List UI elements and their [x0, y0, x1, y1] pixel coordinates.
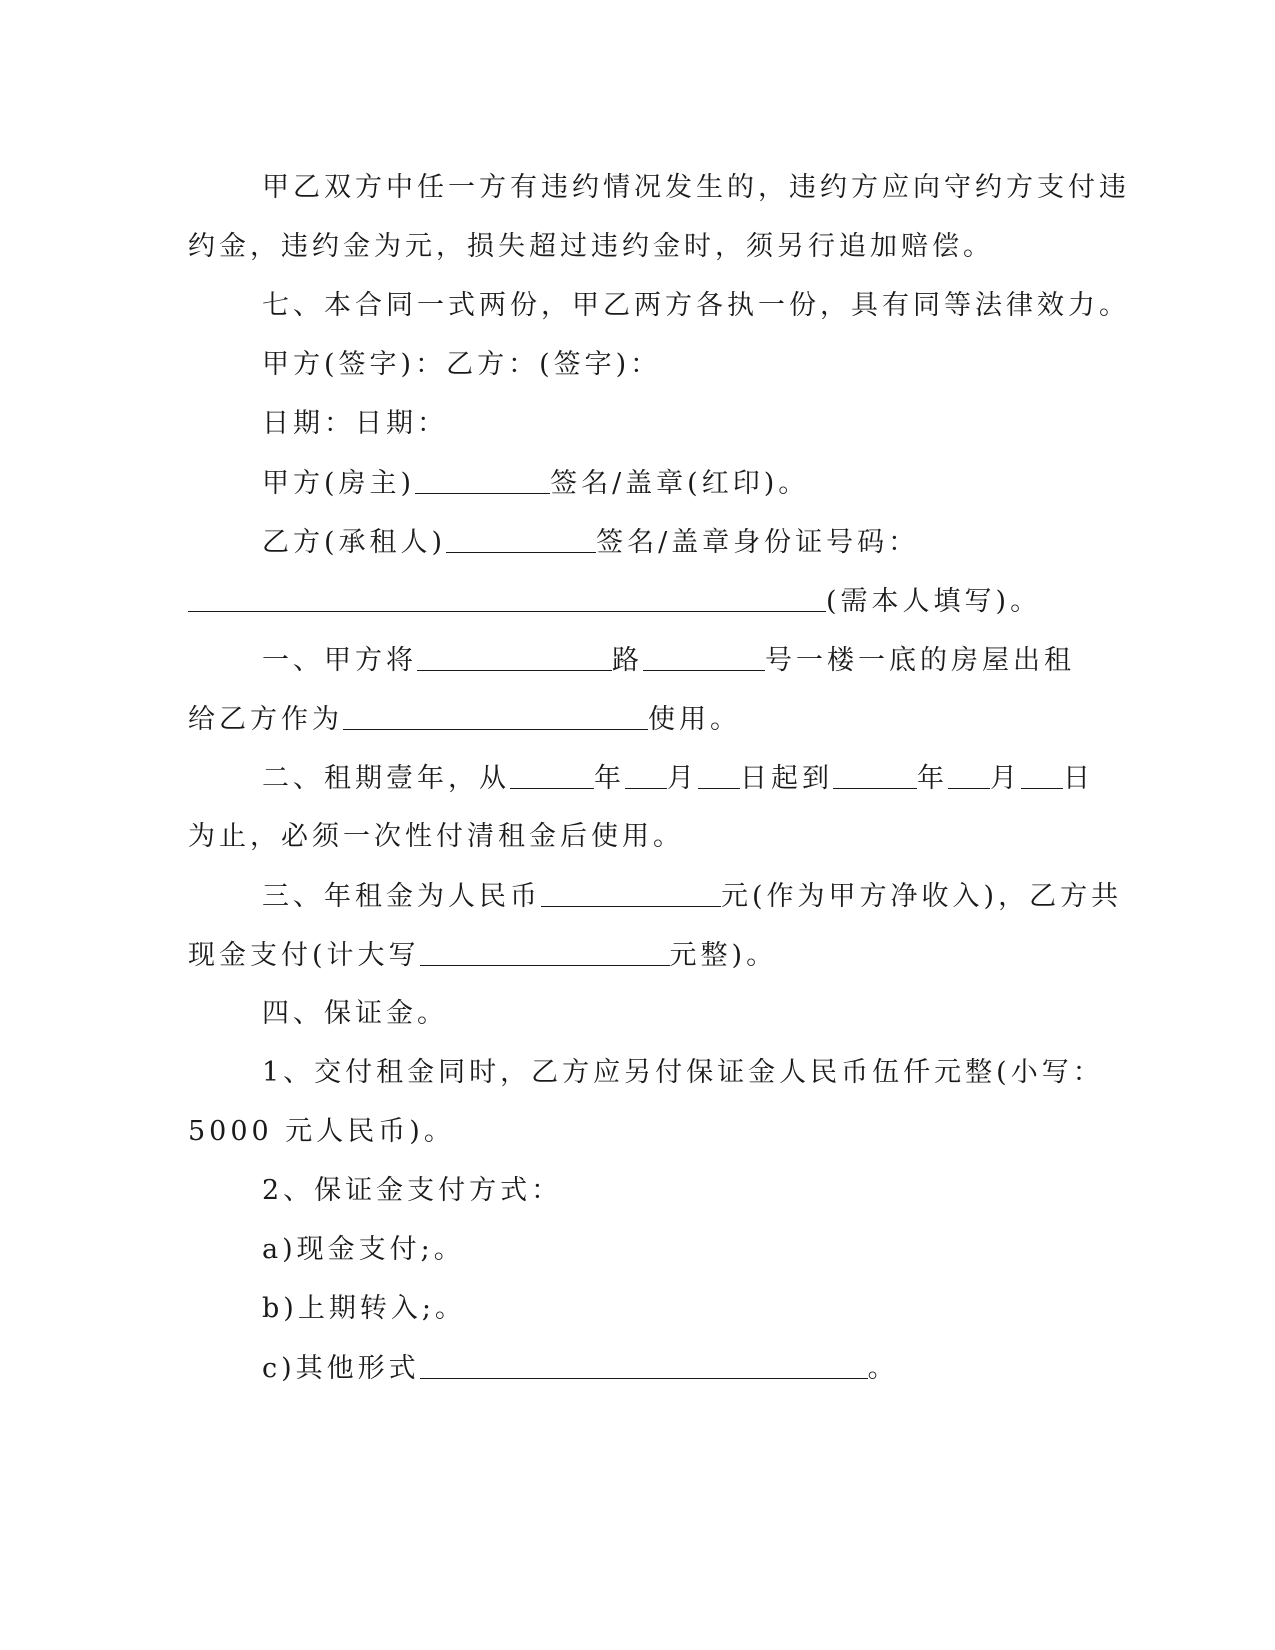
tenant-blank[interactable]: [446, 522, 596, 553]
clause-three-line1: [262, 876, 1122, 916]
date-line: 日期：日期：: [262, 408, 448, 439]
clause-one-text-d: 给乙方作为: [188, 704, 343, 735]
deposit-item-1-line1: 1、交付租金同时，乙方应另付保证金人民币伍仟元整(小写：: [262, 1057, 1104, 1088]
month-label-1: 月: [667, 763, 698, 794]
payment-option-c: [262, 1348, 899, 1388]
clause-three-text-b: 元(作为甲方净收入)，乙方共: [721, 881, 1123, 912]
clause-two-text-a: 二、租期壹年，从: [262, 763, 510, 794]
other-form-blank[interactable]: [420, 1348, 868, 1379]
signature-line: 甲方(签字)：乙方：(签字)：: [262, 349, 662, 380]
year-label-2: 年: [917, 763, 948, 794]
tenant-label: 乙方(承租人): [262, 527, 447, 558]
paragraph-breach-line1: 甲乙双方中任一方有违约情况发生的，违约方应向守约方支付违: [262, 172, 1130, 203]
clause-one-text-a: 一、甲方将: [262, 645, 417, 676]
rent-capital-blank[interactable]: [420, 935, 670, 966]
start-day-blank[interactable]: [698, 758, 740, 789]
clause-two-line2: 为止，必须一次性付清租金后使用。: [188, 821, 684, 852]
clause-one-line1: [262, 640, 1075, 680]
end-year-blank[interactable]: [833, 758, 917, 789]
house-number-blank[interactable]: [643, 640, 765, 671]
payment-option-c-label: c)其他形式: [262, 1353, 420, 1384]
paragraph-breach-line2: 约金，违约金为元，损失超过违约金时，须另行追加赔偿。: [188, 231, 994, 262]
start-month-blank[interactable]: [625, 758, 667, 789]
month-label-2: 月: [990, 763, 1021, 794]
landlord-sign-text: 签名/盖章(红印)。: [550, 468, 810, 499]
end-month-blank[interactable]: [948, 758, 990, 789]
deposit-item-2: 2、保证金支付方式：: [262, 1175, 563, 1206]
day-label-end: 日: [1063, 763, 1094, 794]
clause-one-line2: [188, 699, 741, 739]
rent-amount-blank[interactable]: [541, 876, 721, 907]
clause-one-text-e: 使用。: [648, 704, 741, 735]
clause-one-text-b: 路: [612, 645, 643, 676]
clause-two-line1: [262, 758, 1094, 798]
id-number-note: (需本人填写)。: [826, 586, 1042, 617]
payment-option-a: a)现金支付;。: [262, 1234, 465, 1265]
tenant-sign-text: 签名/盖章身份证号码：: [596, 527, 920, 558]
end-day-blank[interactable]: [1021, 758, 1063, 789]
id-number-line: [188, 581, 1041, 621]
payment-option-b: b)上期转入;。: [262, 1293, 466, 1324]
road-blank[interactable]: [417, 640, 612, 671]
id-number-blank[interactable]: [188, 581, 826, 612]
clause-three-line2: [188, 935, 777, 975]
landlord-label: 甲方(房主): [262, 468, 416, 499]
deposit-item-1-line2: 5000 元人民币)。: [188, 1116, 455, 1147]
clause-three-text-c: 现金支付(计大写: [188, 940, 420, 971]
usage-blank[interactable]: [343, 699, 648, 730]
clause-one-text-c: 号一楼一底的房屋出租: [765, 645, 1075, 676]
landlord-blank[interactable]: [415, 463, 550, 494]
clause-three-text-a: 三、年租金为人民币: [262, 881, 541, 912]
clause-three-text-d: 元整)。: [669, 940, 778, 971]
year-label-1: 年: [594, 763, 625, 794]
start-year-blank[interactable]: [510, 758, 594, 789]
payment-option-c-end: 。: [867, 1353, 899, 1384]
tenant-sign-line: [262, 522, 919, 562]
day-to-label: 日起到: [740, 763, 833, 794]
clause-seven: 七、本合同一式两份，甲乙两方各执一份，具有同等法律效力。: [262, 290, 1130, 321]
landlord-sign-line: [262, 463, 809, 503]
clause-four-heading: 四、保证金。: [262, 998, 448, 1029]
